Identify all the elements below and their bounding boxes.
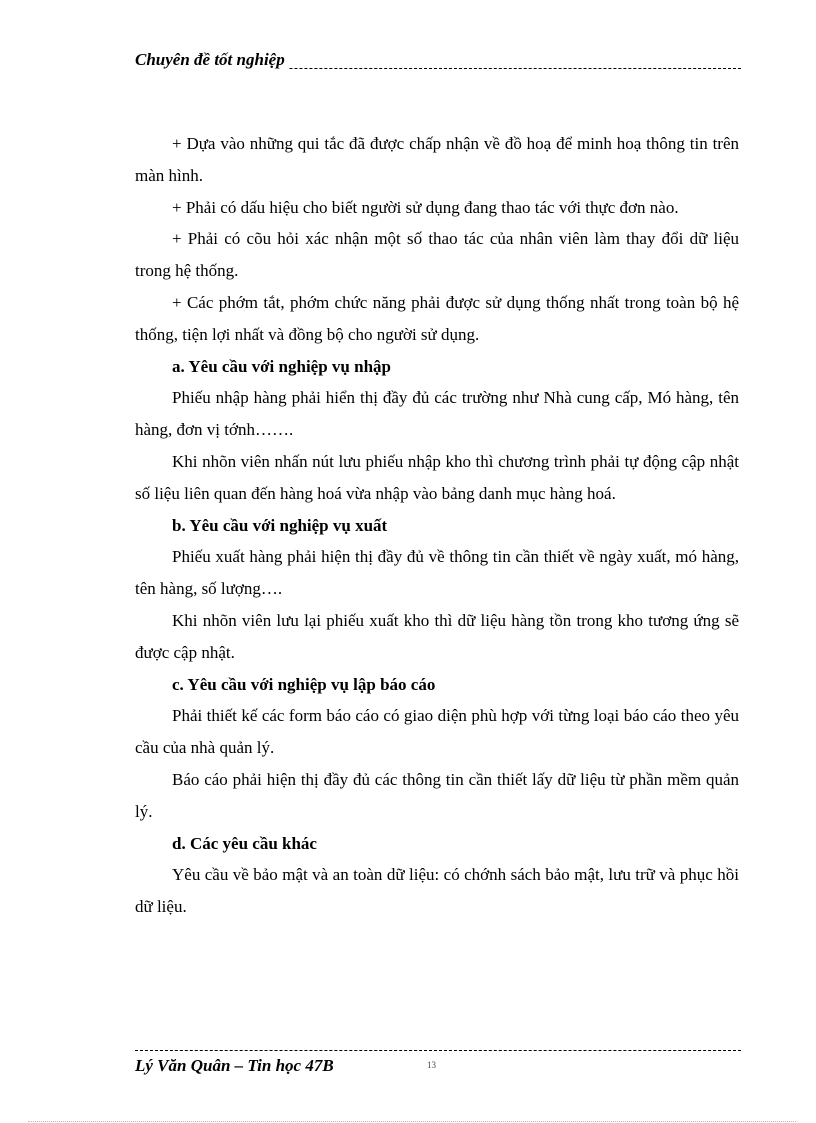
header-title: Chuyên đề tốt nghiệp xyxy=(135,50,289,70)
paragraph: + Phải có cõu hỏi xác nhận một số thao tác của nhân viên làm thay đổi dữ liệu trong hệ thống. xyxy=(135,229,739,281)
paragraph: Khi nhõn viên lưu lại phiếu xuất kho thì dữ liệu hàng tồn trong kho tương ứng sẽ được cập nhật. xyxy=(135,610,739,662)
paragraph: Báo cáo phải hiện thị đầy đủ các thông tin cần thiết lấy dữ liệu từ phần mềm quản lý. xyxy=(135,769,739,821)
paragraph: Khi nhõn viên nhấn nút lưu phiếu nhập kho thì chương trình phải tự động cập nhật số liệu liên quan đến hàng hoá vừa nhập vào bảng danh mục hàng hoá. xyxy=(135,451,739,503)
paragraph: Phiếu xuất hàng phải hiện thị đầy đủ về thông tin cần thiết về ngày xuất, mó hàng, tên hàng, số lượng…. xyxy=(135,547,739,599)
document-body xyxy=(135,128,739,923)
section-heading-b: b. Yêu cầu với nghiệp vụ xuất xyxy=(172,515,388,535)
page-number: 13 xyxy=(427,1060,436,1070)
section-heading-d: d. Các yêu cầu khác xyxy=(172,833,317,853)
footer-author: Lý Văn Quân – Tin học 47B xyxy=(135,1056,334,1075)
footer-rule xyxy=(135,1050,741,1051)
paragraph: + Dựa vào những qui tắc đã được chấp nhận về đồ hoạ để minh hoạ thông tin trên màn hình. xyxy=(135,134,739,185)
paragraph: + Các phớm tắt, phớm chức năng phải được sử dụng thống nhất trong toàn bộ hệ thống, tiện lợi nhất và đồng bộ cho người sử dụng. xyxy=(135,292,739,344)
page-footer xyxy=(135,1046,741,1076)
section-heading-a: a. Yêu cầu với nghiệp vụ nhập xyxy=(172,356,391,376)
section-heading-c: c. Yêu cầu với nghiệp vụ lập báo cáo xyxy=(172,674,436,694)
paragraph: Phiếu nhập hàng phải hiển thị đầy đủ các trường như Nhà cung cấp, Mó hàng, tên hàng, đơn vị tớnh……. xyxy=(135,388,739,440)
page-bottom-border xyxy=(28,1121,796,1122)
page-header xyxy=(135,50,741,72)
paragraph: + Phải có dấu hiệu cho biết người sử dụng đang thao tác với thực đơn nào. xyxy=(172,197,679,217)
paragraph: Phải thiết kế các form báo cáo có giao diện phù hợp với từng loại báo cáo theo yêu cầu của nhà quản lý. xyxy=(135,706,739,758)
paragraph: Yêu cầu về bảo mật và an toàn dữ liệu: có chớnh sách bảo mật, lưu trữ và phục hồi dữ liệu. xyxy=(135,865,739,917)
